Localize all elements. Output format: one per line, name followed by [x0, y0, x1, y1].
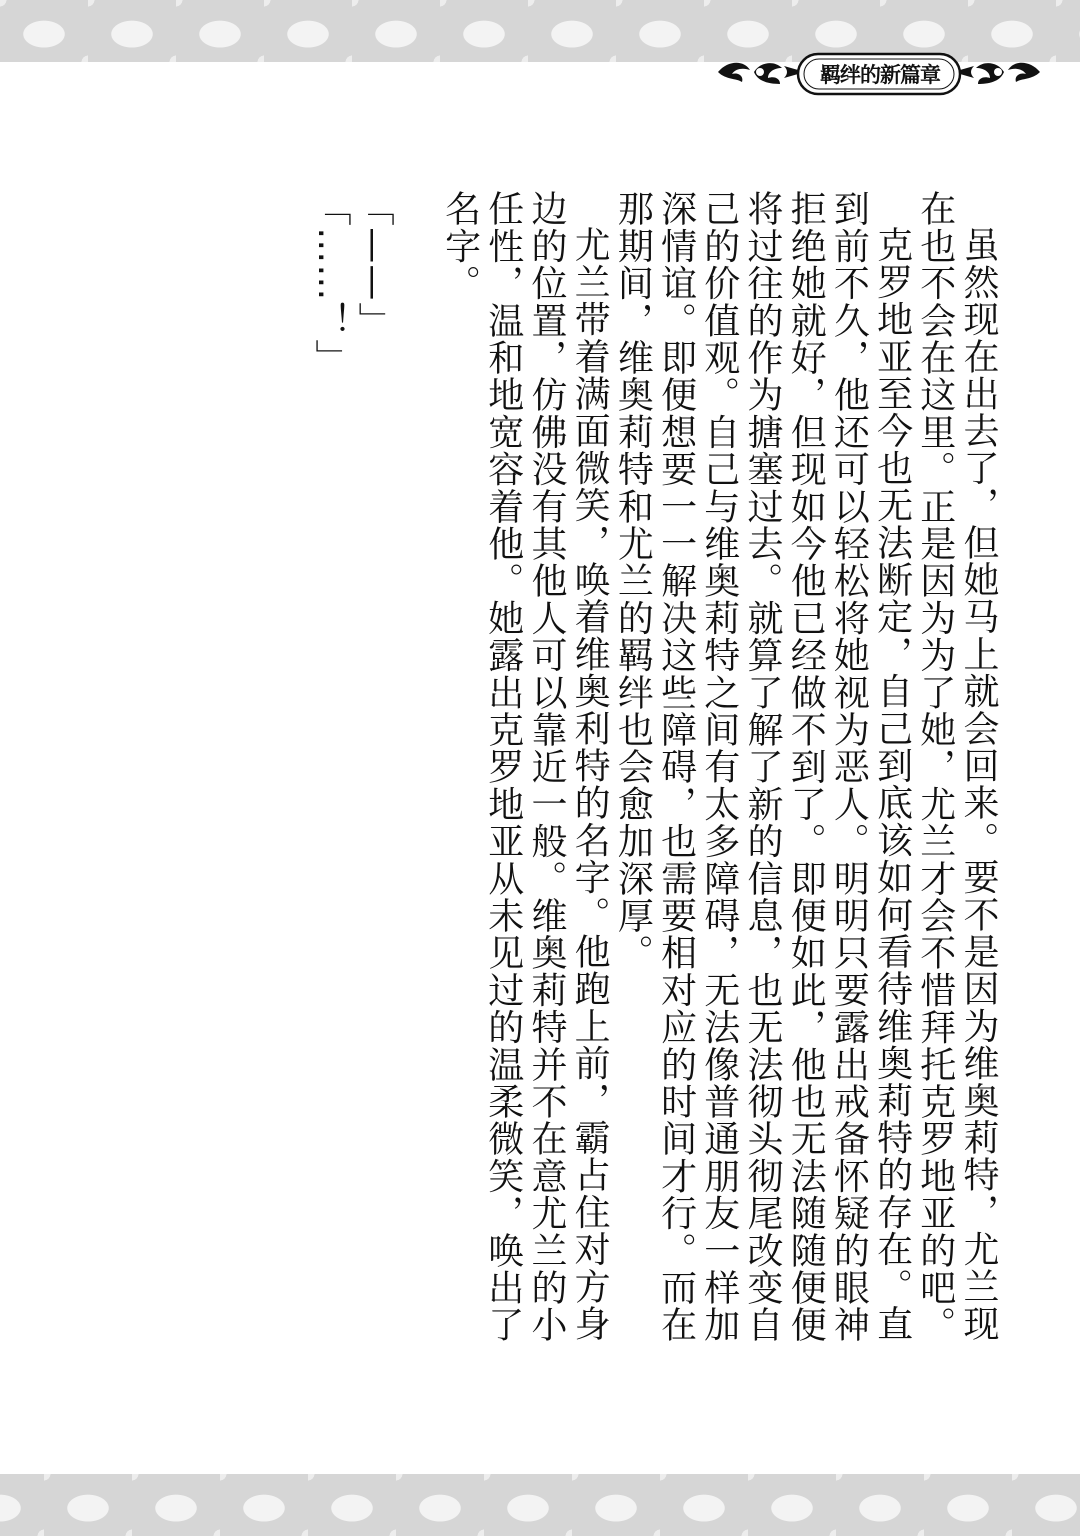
blank-line [395, 190, 438, 1350]
dialogue-line-2: 「……！」 [309, 190, 351, 376]
paragraph-1: 虽然现在出去了，但她马上就会回来。要不是因为维奥莉特，尤兰现在也不会在这里。正是因为为了她，尤兰才会不惜拜托克罗地亚的吧。 [914, 190, 999, 1344]
paragraph-3: 尤兰带着满面微笑，唤着维奥利特的名字。他跑上前，霸占住对方身边的位置，仿佛没有其他人可以靠近一般。维奥莉特并不在意尤兰的小任性，温和地宽容着他。她露出克罗地亚从未见过的温柔微笑，唤出了名字。 [439, 190, 611, 1344]
dialogue-line-1: 「——」 [353, 190, 395, 339]
paragraph-2: 克罗地亚至今也无法断定，自己到底该如何看待维奥莉特的存在。直到前不久，他还可以轻松将她视为恶人。明明只要露出戒备怀疑的眼神拒绝她就好，但现如今他已经做不到了。即便如此，他也无法随随便便将过往的作为搪塞过去。就算了解了新的信息，也无法彻头彻尾改变自己的价值观。自己与维奥莉特之间有太多障碍，无法像普通朋友一样加深情谊。即便想要一一解决这些障碍，也需要相对应的时间才行。而在那期间，维奥莉特和尤兰的羁绊也会愈加深厚。 [612, 190, 913, 1344]
running-header-title: 羁绊的新篇章 [820, 62, 940, 87]
bottom-decorative-band [0, 1474, 1080, 1536]
vertical-text-body [170, 190, 1000, 1350]
